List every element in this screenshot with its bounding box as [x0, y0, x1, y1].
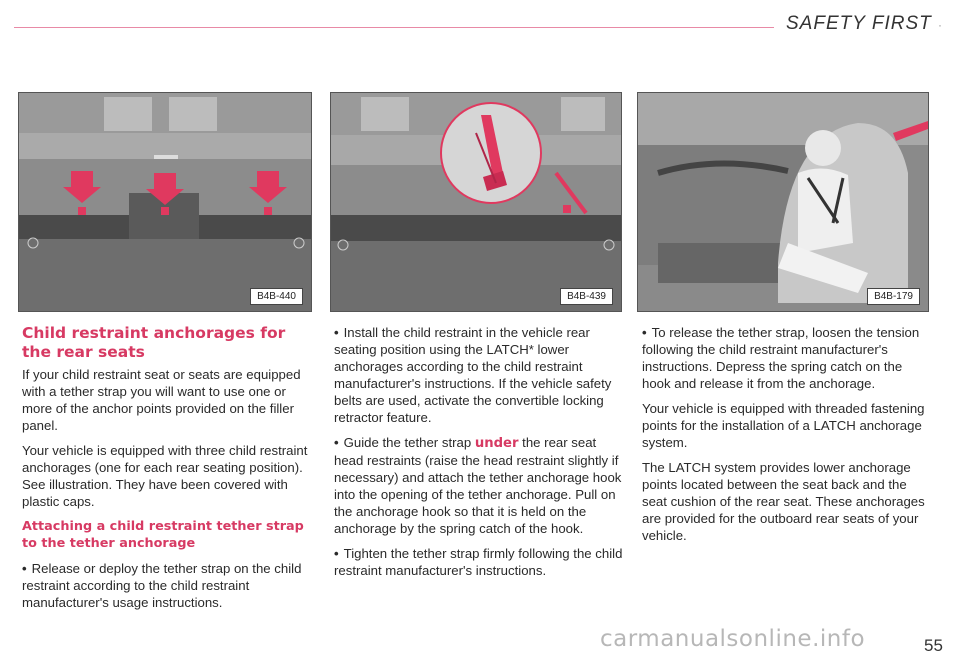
bullet-icon: • — [334, 325, 339, 340]
bullet-item: • Release or deploy the tether strap on the child restraint according to the child restraint manufacturer's usage instructions. — [22, 561, 302, 610]
bullet-icon: • — [22, 561, 27, 576]
bullet-icon: • — [334, 546, 339, 561]
figure-child-seat — [637, 92, 929, 312]
subsection-heading: Attaching a child restraint tether strap to the tether anchorage — [22, 519, 304, 551]
column-3 — [642, 324, 930, 552]
figure-code: B4B-179 — [867, 288, 920, 305]
page-title: SAFETY FIRST — [786, 13, 932, 34]
figure-code: B4B-440 — [250, 288, 303, 305]
header-rule — [14, 27, 774, 28]
figure-tether-hook — [330, 92, 622, 312]
figure-code: B4B-439 — [560, 288, 613, 305]
paragraph: Your vehicle is equipped with three child restraint anchorages (one for each rear seating position). See illustration. They have been covered with plastic caps. — [22, 443, 308, 509]
column-1 — [22, 324, 310, 619]
figure-rear-shelf-anchorages — [18, 92, 312, 312]
page-number: 55 — [924, 636, 943, 655]
paragraph: If your child restraint seat or seats are equipped with a tether strap you will want to use one or more of the anchor points provided on the filler panel. — [22, 367, 301, 433]
emphasis-under: under — [474, 436, 519, 451]
child-head — [805, 130, 841, 166]
column-2 — [334, 324, 624, 587]
bullet-item: • To release the tether strap, loosen the tension following the child restraint manufacturer's instructions. Depress the spring catch on the hook and release it from the anchorage. — [642, 325, 920, 391]
paragraph: The LATCH system provides lower anchorage points located between the seat back and the seat cushion of the rear seat. These anchorages are provided for the outboard rear seats of your vehicle. — [642, 460, 925, 543]
bullet-item: • Guide the tether strap under the rear seat head restraints (raise the head restraint slightly if necessary) and attach the tether anchorage hook into the opening of the tether anchorage. Pull on the anchorage hook so that it is held on the anchorage by the spring catch of the hook. — [334, 435, 622, 536]
rear-shelf-illustration — [19, 93, 311, 311]
bullet-icon: • — [642, 325, 647, 340]
paragraph: Your vehicle is equipped with threaded fastening points for the installation of a LATCH anchorage system. — [642, 401, 925, 450]
corner-mark: · — [938, 18, 942, 32]
bullet-item: • Install the child restraint in the vehicle rear seating position using the LATCH* lower anchorages according to the child restraint manufacturer's instructions. If the vehicle safety belts are used, activate the convertible locking retractor feature. — [334, 325, 612, 425]
bullet-icon: • — [334, 435, 339, 450]
watermark: carmanualsonline.info — [600, 626, 866, 652]
section-heading: Child restraint anchorages for the rear seats — [22, 324, 286, 361]
child-seat-illustration — [638, 93, 928, 311]
tether-hook-illustration — [331, 93, 621, 311]
bullet-item: • Tighten the tether strap firmly following the child restraint manufacturer's instructions. — [334, 546, 623, 578]
